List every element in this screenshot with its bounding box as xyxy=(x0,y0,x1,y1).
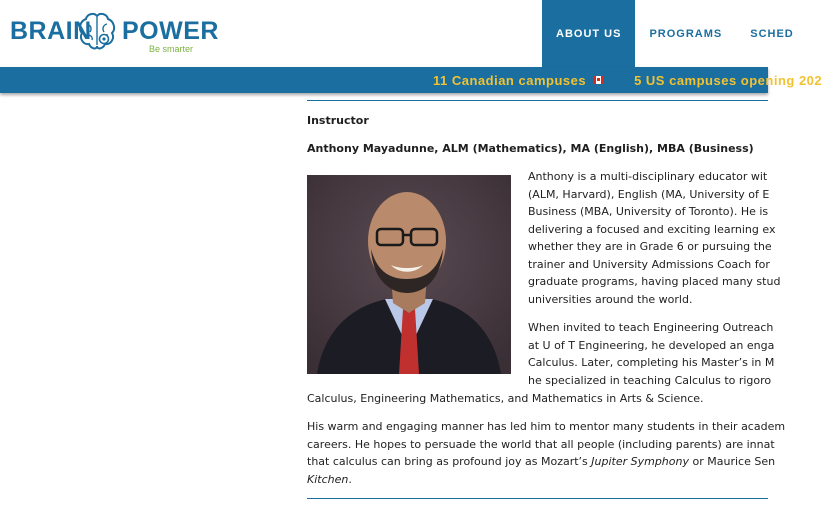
ticker-item-canada[interactable]: 11 Canadian campuses xyxy=(433,72,587,88)
instructor-photo xyxy=(307,175,511,374)
mentor-line xyxy=(307,471,785,489)
mentor-paragraph xyxy=(307,418,785,488)
logo-word-power: POWER xyxy=(122,17,219,45)
bio-line: Business (MBA, University of Toronto). He is xyxy=(528,205,769,218)
brain-power-logo[interactable] xyxy=(10,9,219,55)
bio-line: universities around the world. xyxy=(528,292,693,306)
instructor-label: Instructor xyxy=(307,114,369,127)
section-divider-bottom xyxy=(307,498,768,499)
announcement-ticker xyxy=(0,67,822,93)
site-header xyxy=(0,0,794,67)
outreach-line: When invited to teach Engineering Outreach xyxy=(528,321,774,334)
section-divider-top xyxy=(307,100,768,101)
brain-gear-icon xyxy=(74,9,120,55)
instructor-name: Anthony Mayadunne, ALM (Mathematics), MA (English), MBA (Business) xyxy=(307,142,754,155)
mentor-text: or Maurice Sen xyxy=(689,455,776,468)
mentor-line: careers. He hopes to persuade the world that all people (including parents) are innat xyxy=(307,437,775,451)
bio-paragraph xyxy=(528,168,780,308)
logo-tagline: Be smarter xyxy=(149,44,194,54)
bio-line: whether they are in Grade 6 or pursuing the xyxy=(528,240,772,253)
nav-schedule[interactable]: SCHED xyxy=(750,27,794,40)
outreach-line: he specialized in teaching Calculus to rigoro xyxy=(528,373,772,387)
mentor-line: His warm and engaging manner has led him to mentor many students in their academ xyxy=(307,420,786,433)
bio-line: delivering a focused and exciting learning ex xyxy=(528,222,776,236)
mentor-line xyxy=(307,453,785,471)
mentor-text: that calculus can bring as profound joy as Mozart’s xyxy=(307,455,592,468)
main-nav xyxy=(542,0,808,67)
kitchen-title: Kitchen xyxy=(307,472,349,486)
canada-flag-icon xyxy=(593,76,604,84)
nav-about-us[interactable]: ABOUT US xyxy=(542,0,635,67)
bio-line: trainer and University Admissions Coach for xyxy=(528,257,770,271)
instructor-portrait-image xyxy=(307,175,511,374)
outreach-paragraph xyxy=(528,319,774,389)
ticker-item-us[interactable]: 5 US campuses opening 202 xyxy=(634,72,822,88)
bio-line: graduate programs, having placed many stud xyxy=(528,275,781,288)
jupiter-symphony-title: Jupiter Symphony xyxy=(591,455,689,468)
logo-word-brain: BRAIN xyxy=(10,17,92,45)
mentor-text: . xyxy=(348,472,352,486)
outreach-paragraph-end: Calculus, Engineering Mathematics, and Mathematics in Arts & Science. xyxy=(307,392,704,405)
outreach-line: at U of T Engineering, he developed an enga xyxy=(528,338,775,352)
bio-line: Anthony is a multi-disciplinary educator wit xyxy=(528,170,768,183)
outreach-line: Calculus. Later, completing his Master’s in M xyxy=(528,356,775,369)
bio-line: (ALM, Harvard), English (MA, University of E xyxy=(528,187,770,201)
nav-programs[interactable]: PROGRAMS xyxy=(649,27,723,40)
